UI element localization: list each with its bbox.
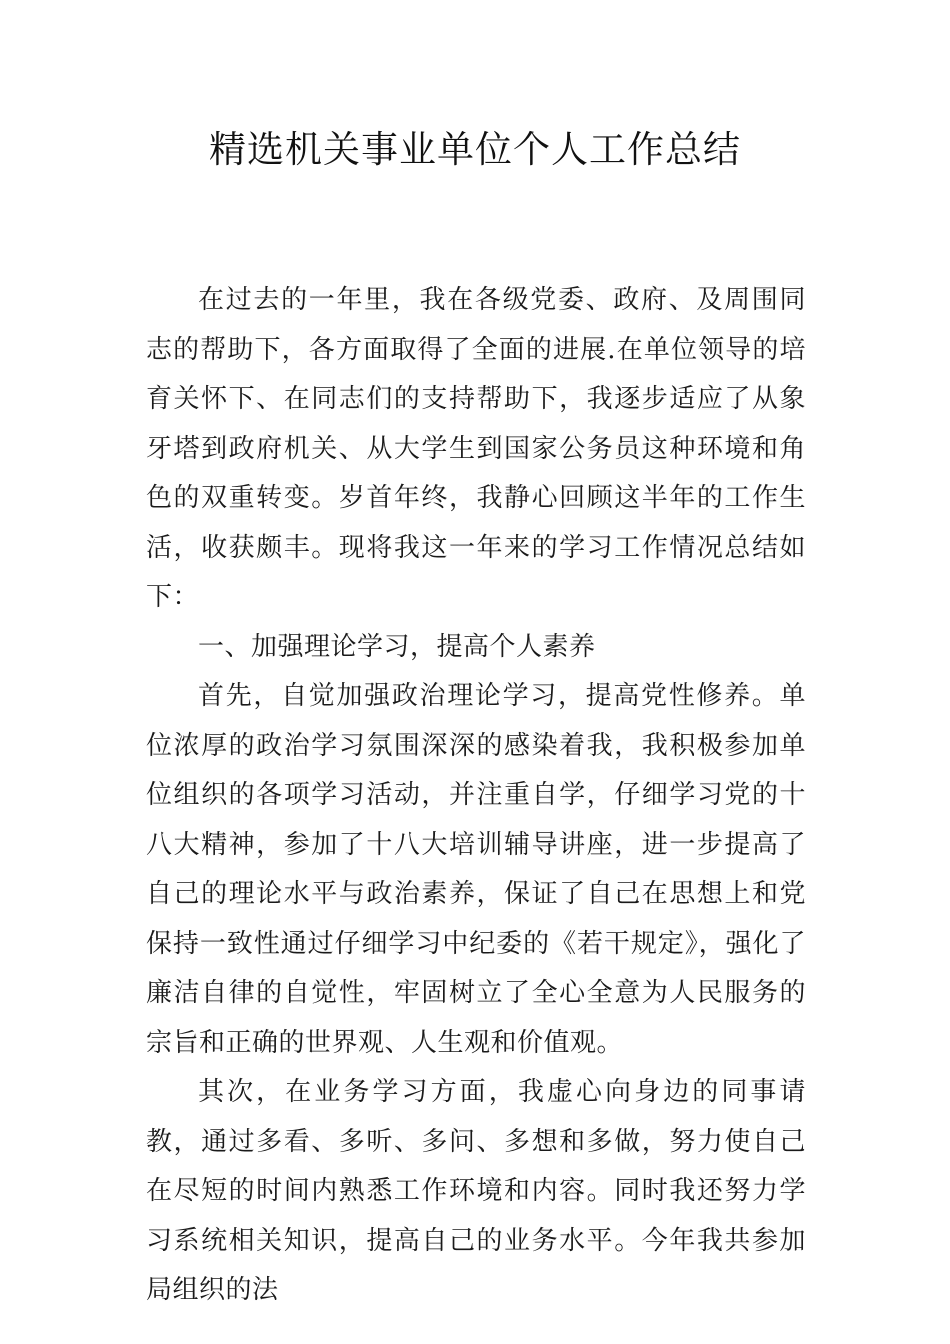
paragraph-intro: 在过去的一年里，我在各级党委、政府、及周围同志的帮助下，各方面取得了全面的进展.在单位领导的培育关怀下、在同志们的支持帮助下，我逐步适应了从象牙塔到政府机关、从大学生到国家公务员这种环境和角色的双重转变。岁首年终，我静心回顾这半年的工作生活，收获颇丰。现将我这一年来的学习工作情况总结如下： [146,285,806,612]
paragraph-theory-study: 首先，自觉加强政治理论学习，提高党性修养。单位浓厚的政治学习氛围深深的感染着我，我积极参加单位组织的各项学习活动，并注重自学，仔细学习党的十八大精神，参加了十八大培训辅导讲座，进一步提高了自己的理论水平与政治素养，保证了自己在思想上和党保持一致性通过仔细学习中纪委的《若干规定》，强化了廉洁自律的自觉性，牢固树立了全心全意为人民服务的宗旨和正确的世界观、人生观和价值观。 [146,681,806,1058]
paragraph-business-study: 其次，在业务学习方面，我虚心向身边的同事请教，通过多看、多听、多问、多想和多做，努力使自己在尽短的时间内熟悉工作环境和内容。同时我还努力学习系统相关知识，提高自己的业务水平。今年我共参加局组织的法 [146,1077,806,1305]
section-heading-1: 一、加强理论学习，提高个人素养 [198,631,596,662]
document-body [146,276,806,1316]
document-title: 精选机关事业单位个人工作总结 [209,128,741,171]
